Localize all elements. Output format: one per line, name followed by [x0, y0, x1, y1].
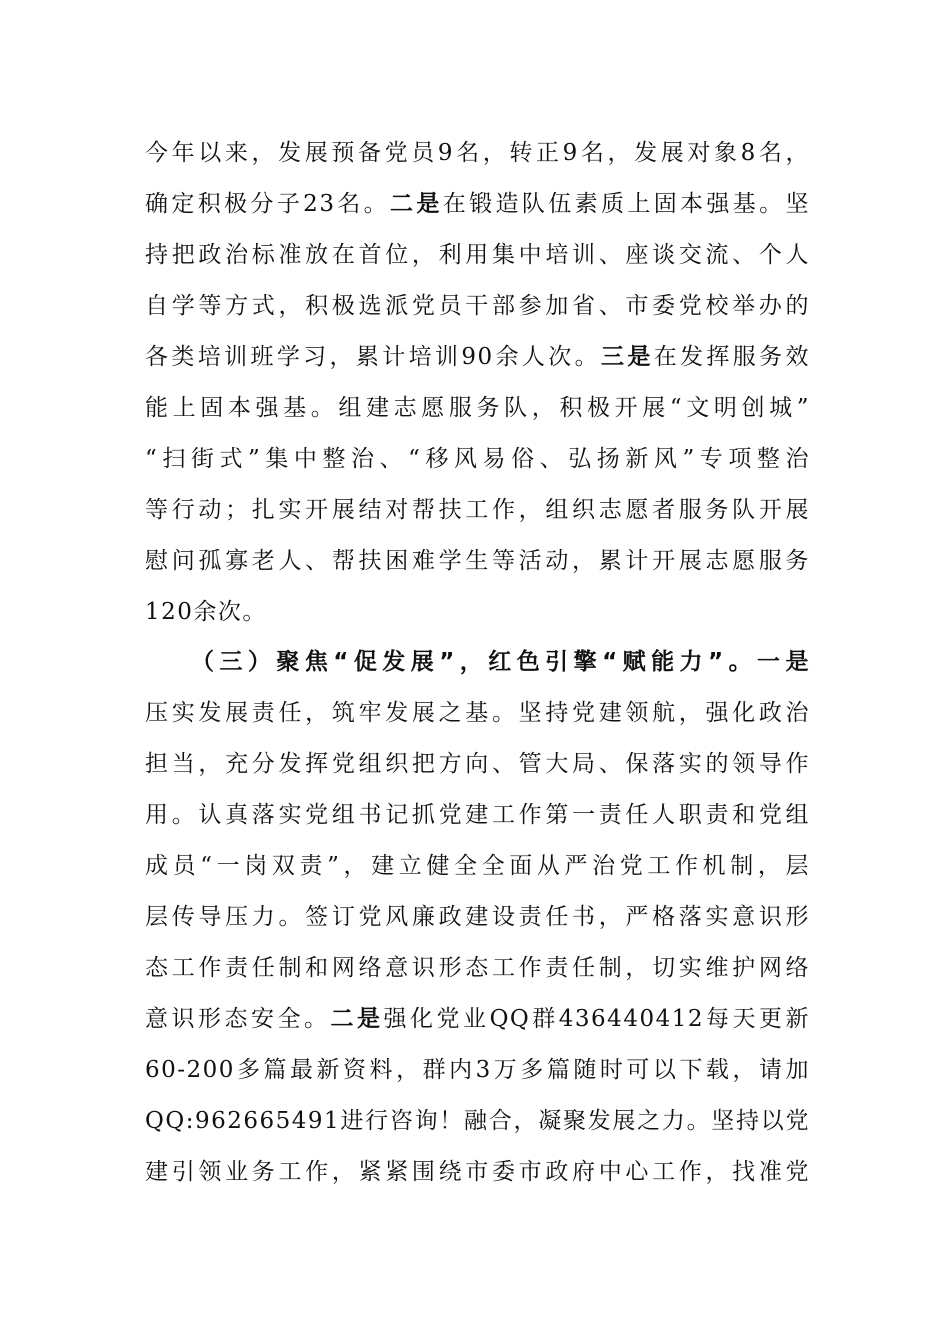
text-line: 层传导压力。签订党风廉政建设责任书，严格落实意识形 [145, 904, 810, 930]
text-line: 能上固本强基。组建志愿服务队，积极开展“文明创城” [145, 395, 810, 421]
text-line: 120余次。 [145, 599, 267, 625]
text-line: 建引领业务工作，紧紧围绕市委市政府中心工作，找准党 [145, 1159, 810, 1185]
text-line: QQ:962665491进行咨询！融合，凝聚发展之力。坚持以党 [145, 1108, 810, 1134]
text-line: 意识形态安全。二是强化党业QQ群436440412每天更新 [145, 1006, 810, 1032]
text-line: 自学等方式，积极选派党员干部参加省、市委党校举办的 [145, 293, 810, 319]
text-line: 各类培训班学习，累计培训90余人次。三是在发挥服务效 [145, 344, 811, 370]
text-line: 成员“一岗双责”，建立健全全面从严治党工作机制，层 [145, 853, 810, 879]
text-line: 确定积极分子23名。二是在锻造队伍素质上固本强基。坚 [145, 191, 811, 217]
text-line: “扫街式”集中整治、“移风易俗、弘扬新风”专项整治 [145, 446, 810, 472]
text-line: 今年以来，发展预备党员9名，转正9名，发展对象8名， [145, 140, 810, 166]
bold-marker: 三是 [600, 344, 654, 370]
text-line: 用。认真落实党组书记抓党建工作第一责任人职责和党组 [145, 802, 810, 828]
text-line: 态工作责任制和网络意识形态工作责任制，切实维护网络 [145, 955, 810, 981]
text-line: 60-200多篇最新资料，群内3万多篇随时可以下载，请加 [145, 1057, 810, 1083]
text-line: 压实发展责任，筑牢发展之基。坚持党建领航，强化政治 [145, 700, 810, 726]
text-line: 等行动；扎实开展结对帮扶工作，组织志愿者服务队开展 [145, 497, 810, 523]
section-heading: （三）聚焦“促发展”，红色引擎“赋能力”。一是 [191, 649, 810, 675]
bold-marker: 二是 [330, 1006, 384, 1032]
paragraph-2 [145, 637, 810, 1198]
text-line: 慰问孤寡老人、帮扶困难学生等活动，累计开展志愿服务 [145, 548, 810, 574]
paragraph-1 [145, 128, 810, 638]
text-line: 担当，充分发挥党组织把方向、管大局、保落实的领导作 [145, 751, 810, 777]
bold-marker: 二是 [390, 191, 443, 217]
text-line: 持把政治标准放在首位，利用集中培训、座谈交流、个人 [145, 242, 810, 268]
